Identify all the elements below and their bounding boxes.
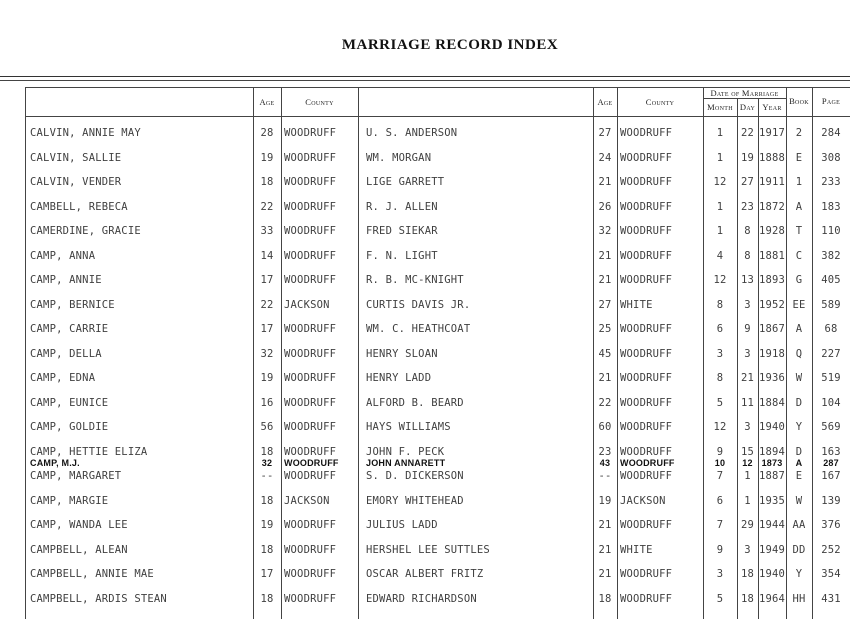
row-12-day: 3 <box>744 421 751 433</box>
row-17-page: 376 <box>821 519 841 531</box>
date-sub-rule <box>703 98 786 99</box>
row-3-county: WOODRUFF <box>284 200 337 213</box>
row-1-age: 19 <box>260 151 274 164</box>
row-8-age2: 25 <box>598 323 612 335</box>
row-0-county: WOODRUFF <box>284 127 337 139</box>
row-13-year: 1894 <box>758 445 786 458</box>
row-6-month: 12 <box>713 274 727 286</box>
row-20-county: WOODRUFF <box>284 592 337 605</box>
row-17-year: 1944 <box>758 519 786 531</box>
header-month: Month <box>707 102 733 112</box>
row-15-year: 1887 <box>758 470 786 482</box>
top-rule <box>0 76 850 77</box>
row-7-day: 3 <box>744 298 751 311</box>
row-5-book: C <box>795 249 803 262</box>
row-20-day: 18 <box>740 592 755 605</box>
row-7-spouse: CURTIS DAVIS JR. <box>366 298 471 311</box>
row-6-spouse: R. B. MC-KNIGHT <box>366 274 464 286</box>
row-17-county2: WOODRUFF <box>620 519 673 531</box>
row-8-book: A <box>795 323 803 335</box>
row-16-age: 18 <box>260 494 274 507</box>
row-3-spouse: R. J. ALLEN <box>366 200 438 213</box>
row-0-year: 1917 <box>758 127 786 139</box>
row-13-age: 18 <box>260 445 274 458</box>
row-14-month: 10 <box>714 457 726 468</box>
row-17-county: WOODRUFF <box>284 519 337 531</box>
row-9-day: 3 <box>744 347 751 360</box>
row-15-age2: -- <box>598 470 612 482</box>
row-4-county: WOODRUFF <box>284 225 337 237</box>
row-7-month: 8 <box>716 298 724 311</box>
row-4-month: 1 <box>716 225 724 237</box>
row-1-month: 1 <box>716 151 724 164</box>
row-1-year: 1888 <box>758 151 786 164</box>
row-1-page: 308 <box>821 151 841 164</box>
row-16-spouse: EMORY WHITEHEAD <box>366 494 464 507</box>
row-4-age: 33 <box>260 225 274 237</box>
row-8-name: CAMP, CARRIE <box>30 323 109 335</box>
row-12-name: CAMP, GOLDIE <box>30 421 109 433</box>
top-rule-2 <box>0 80 850 81</box>
row-4-year: 1928 <box>758 225 786 237</box>
row-7-county2: WHITE <box>620 298 653 311</box>
row-6-county: WOODRUFF <box>284 274 337 286</box>
row-10-county2: WOODRUFF <box>620 372 673 384</box>
row-0-age2: 27 <box>598 127 612 139</box>
row-6-name: CAMP, ANNIE <box>30 274 102 286</box>
row-1-county2: WOODRUFF <box>620 151 673 164</box>
row-16-page: 139 <box>821 494 841 507</box>
row-2-day: 27 <box>740 176 755 188</box>
row-9-name: CAMP, DELLA <box>30 347 102 360</box>
row-18-month: 9 <box>716 543 724 556</box>
row-2-book: 1 <box>795 176 803 188</box>
row-10-book: W <box>795 372 803 384</box>
header-age-spouse: Age <box>597 97 613 107</box>
row-13-book: D <box>795 445 803 458</box>
row-11-book: D <box>795 396 803 409</box>
row-20-age2: 18 <box>598 592 612 605</box>
row-10-year: 1936 <box>758 372 786 384</box>
row-18-spouse: HERSHEL LEE SUTTLES <box>366 543 490 556</box>
row-20-page: 431 <box>821 592 841 605</box>
row-6-book: G <box>795 274 803 286</box>
row-3-age: 22 <box>260 200 274 213</box>
row-1-book: E <box>795 151 803 164</box>
row-10-name: CAMP, EDNA <box>30 372 96 384</box>
row-10-day: 21 <box>740 372 755 384</box>
row-9-county2: WOODRUFF <box>620 347 673 360</box>
row-12-age: 56 <box>260 421 274 433</box>
row-6-age2: 21 <box>598 274 612 286</box>
row-16-month: 6 <box>716 494 724 507</box>
row-7-page: 589 <box>821 298 841 311</box>
row-1-spouse: WM. MORGAN <box>366 151 432 164</box>
row-16-county: JACKSON <box>284 494 330 507</box>
row-13-spouse: JOHN F. PECK <box>366 445 445 458</box>
row-14-year: 1873 <box>761 457 783 468</box>
row-19-day: 18 <box>740 568 755 580</box>
row-10-county: WOODRUFF <box>284 372 337 384</box>
row-18-book: DD <box>792 543 806 556</box>
row-3-age2: 26 <box>598 200 612 213</box>
row-9-age: 32 <box>260 347 274 360</box>
row-11-day: 11 <box>740 396 755 409</box>
row-0-spouse: U. S. ANDERSON <box>366 127 458 139</box>
col-sep-county <box>281 87 282 619</box>
row-10-page: 519 <box>821 372 841 384</box>
row-2-page: 233 <box>821 176 841 188</box>
row-2-age2: 21 <box>598 176 612 188</box>
row-19-county2: WOODRUFF <box>620 568 673 580</box>
row-4-name: CAMERDINE, GRACIE <box>30 225 141 237</box>
row-3-name: CAMBELL, REBECA <box>30 200 128 213</box>
row-18-age2: 21 <box>598 543 612 556</box>
row-14-day: 12 <box>742 457 753 468</box>
row-15-day: 1 <box>744 470 751 482</box>
row-3-page: 183 <box>821 200 841 213</box>
row-19-spouse: OSCAR ALBERT FRITZ <box>366 568 484 580</box>
row-6-age: 17 <box>260 274 274 286</box>
row-14-age: 32 <box>261 457 273 468</box>
row-2-age: 18 <box>260 176 274 188</box>
row-8-month: 6 <box>716 323 724 335</box>
row-5-month: 4 <box>716 249 724 262</box>
row-3-month: 1 <box>716 200 724 213</box>
row-19-age2: 21 <box>598 568 612 580</box>
row-3-year: 1872 <box>758 200 786 213</box>
row-5-age: 14 <box>260 249 274 262</box>
row-18-county: WOODRUFF <box>284 543 337 556</box>
row-9-spouse: HENRY SLOAN <box>366 347 438 360</box>
row-1-county: WOODRUFF <box>284 151 337 164</box>
row-19-county: WOODRUFF <box>284 568 337 580</box>
row-15-age: -- <box>260 470 274 482</box>
row-13-month: 9 <box>716 445 724 458</box>
row-12-book: Y <box>795 421 803 433</box>
row-14-name: CAMP, M.J. <box>30 457 80 468</box>
row-20-book: HH <box>792 592 806 605</box>
row-14-county: WOODRUFF <box>284 457 339 468</box>
row-13-county: WOODRUFF <box>284 445 337 458</box>
row-12-page: 569 <box>821 421 841 433</box>
row-4-book: T <box>795 225 803 237</box>
row-0-book: 2 <box>795 127 803 139</box>
row-2-county: WOODRUFF <box>284 176 337 188</box>
row-5-county: WOODRUFF <box>284 249 337 262</box>
row-14-county2: WOODRUFF <box>620 457 675 468</box>
row-18-page: 252 <box>821 543 841 556</box>
row-6-county2: WOODRUFF <box>620 274 673 286</box>
row-12-county2: WOODRUFF <box>620 421 673 433</box>
row-0-page: 284 <box>821 127 841 139</box>
row-11-page: 104 <box>821 396 841 409</box>
row-8-page: 68 <box>824 323 838 335</box>
row-7-age2: 27 <box>598 298 612 311</box>
row-9-county: WOODRUFF <box>284 347 337 360</box>
row-14-spouse: JOHN ANNARETT <box>366 457 446 468</box>
row-7-county: JACKSON <box>284 298 330 311</box>
row-4-page: 110 <box>821 225 841 237</box>
row-11-name: CAMP, EUNICE <box>30 396 109 409</box>
row-10-age2: 21 <box>598 372 612 384</box>
row-20-year: 1964 <box>758 592 786 605</box>
row-6-year: 1893 <box>758 274 786 286</box>
row-13-day: 15 <box>740 445 755 458</box>
row-16-county2: JACKSON <box>620 494 666 507</box>
row-11-age2: 22 <box>598 396 612 409</box>
row-0-age: 28 <box>260 127 274 139</box>
row-14-book: A <box>795 457 803 468</box>
row-18-day: 3 <box>744 543 751 556</box>
header-page: Page <box>821 96 841 106</box>
row-17-name: CAMP, WANDA LEE <box>30 519 128 531</box>
row-17-day: 29 <box>740 519 755 531</box>
header-county-spouse: County <box>645 97 675 107</box>
row-13-age2: 23 <box>598 445 612 458</box>
row-18-county2: WHITE <box>620 543 653 556</box>
row-12-age2: 60 <box>598 421 612 433</box>
row-13-county2: WOODRUFF <box>620 445 673 458</box>
row-11-month: 5 <box>716 396 724 409</box>
row-0-name: CALVIN, ANNIE MAY <box>30 127 141 139</box>
row-12-spouse: HAYS WILLIAMS <box>366 421 451 433</box>
row-5-spouse: F. N. LIGHT <box>366 249 438 262</box>
row-17-spouse: JULIUS LADD <box>366 519 438 531</box>
row-3-county2: WOODRUFF <box>620 200 673 213</box>
row-16-name: CAMP, MARGIE <box>30 494 109 507</box>
header-year: Year <box>762 102 782 112</box>
row-11-spouse: ALFORD B. BEARD <box>366 396 464 409</box>
row-9-book: Q <box>795 347 803 360</box>
row-14-page: 287 <box>823 457 839 468</box>
header-date-of-marriage: Date of Marriage <box>710 88 779 98</box>
row-15-page: 167 <box>821 470 841 482</box>
row-15-spouse: S. D. DICKERSON <box>366 470 464 482</box>
row-9-age2: 45 <box>598 347 612 360</box>
row-13-page: 163 <box>821 445 841 458</box>
row-17-age2: 21 <box>598 519 612 531</box>
row-3-day: 23 <box>740 200 755 213</box>
row-10-age: 19 <box>260 372 274 384</box>
page-title: MARRIAGE RECORD INDEX <box>341 37 559 53</box>
row-5-page: 382 <box>821 249 841 262</box>
row-19-age: 17 <box>260 568 274 580</box>
row-8-county2: WOODRUFF <box>620 323 673 335</box>
header-bottom-rule <box>25 116 850 117</box>
row-20-spouse: EDWARD RICHARDSON <box>366 592 477 605</box>
row-0-county2: WOODRUFF <box>620 127 673 139</box>
row-5-day: 8 <box>744 249 751 262</box>
row-1-name: CALVIN, SALLIE <box>30 151 122 164</box>
row-5-name: CAMP, ANNA <box>30 249 96 262</box>
header-book: Book <box>789 96 809 106</box>
row-19-book: Y <box>795 568 803 580</box>
row-16-book: W <box>795 494 803 507</box>
row-11-age: 16 <box>260 396 274 409</box>
row-7-year: 1952 <box>758 298 786 311</box>
row-8-day: 9 <box>744 323 751 335</box>
row-9-month: 3 <box>716 347 724 360</box>
row-15-month: 7 <box>716 470 724 482</box>
row-6-page: 405 <box>821 274 841 286</box>
row-6-day: 13 <box>740 274 755 286</box>
row-19-month: 3 <box>716 568 724 580</box>
row-1-age2: 24 <box>598 151 612 164</box>
row-19-page: 354 <box>821 568 841 580</box>
row-11-county: WOODRUFF <box>284 396 337 409</box>
row-20-name: CAMPBELL, ARDIS STEAN <box>30 592 167 605</box>
row-10-month: 8 <box>716 372 724 384</box>
row-0-day: 22 <box>740 127 755 139</box>
col-sep-county2 <box>617 87 618 619</box>
row-5-county2: WOODRUFF <box>620 249 673 262</box>
row-0-month: 1 <box>716 127 724 139</box>
row-1-day: 19 <box>740 151 755 164</box>
row-18-year: 1949 <box>758 543 786 556</box>
col-sep-spouse <box>358 87 359 619</box>
row-10-spouse: HENRY LADD <box>366 372 432 384</box>
row-2-county2: WOODRUFF <box>620 176 673 188</box>
row-5-year: 1881 <box>758 249 786 262</box>
row-20-age: 18 <box>260 592 274 605</box>
row-15-name: CAMP, MARGARET <box>30 470 122 482</box>
row-17-age: 19 <box>260 519 274 531</box>
row-16-day: 1 <box>744 494 751 507</box>
row-20-county2: WOODRUFF <box>620 592 673 605</box>
row-11-county2: WOODRUFF <box>620 396 673 409</box>
row-4-day: 8 <box>744 225 751 237</box>
row-15-county: WOODRUFF <box>284 470 337 482</box>
row-12-county: WOODRUFF <box>284 421 337 433</box>
row-9-year: 1918 <box>758 347 786 360</box>
row-13-name: CAMP, HETTIE ELIZA <box>30 445 148 458</box>
row-2-spouse: LIGE GARRETT <box>366 176 445 188</box>
row-7-name: CAMP, BERNICE <box>30 298 115 311</box>
row-15-book: E <box>795 470 803 482</box>
row-18-name: CAMPBELL, ALEAN <box>30 543 128 556</box>
row-17-book: AA <box>792 519 806 531</box>
row-8-year: 1867 <box>758 323 786 335</box>
row-14-age2: 43 <box>599 457 611 468</box>
row-2-name: CALVIN, VENDER <box>30 176 122 188</box>
row-4-county2: WOODRUFF <box>620 225 673 237</box>
row-18-age: 18 <box>260 543 274 556</box>
row-12-month: 12 <box>713 421 727 433</box>
row-8-county: WOODRUFF <box>284 323 337 335</box>
row-19-name: CAMPBELL, ANNIE MAE <box>30 568 154 580</box>
row-3-book: A <box>795 200 803 213</box>
row-5-age2: 21 <box>598 249 612 262</box>
row-7-age: 22 <box>260 298 274 311</box>
row-19-year: 1940 <box>758 568 786 580</box>
row-9-page: 227 <box>821 347 841 360</box>
row-12-year: 1940 <box>758 421 786 433</box>
row-2-month: 12 <box>713 176 727 188</box>
header-county: County <box>305 97 334 107</box>
row-20-month: 5 <box>716 592 724 605</box>
row-17-month: 7 <box>716 519 724 531</box>
row-4-spouse: FRED SIEKAR <box>366 225 438 237</box>
row-4-age2: 32 <box>598 225 612 237</box>
row-8-spouse: WM. C. HEATHCOAT <box>366 323 471 335</box>
row-8-age: 17 <box>260 323 274 335</box>
header-age: Age <box>259 97 275 107</box>
row-2-year: 1911 <box>758 176 786 188</box>
row-16-year: 1935 <box>758 494 786 507</box>
col-sep-name <box>25 87 26 619</box>
row-15-county2: WOODRUFF <box>620 470 673 482</box>
header-day: Day <box>739 102 756 112</box>
row-11-year: 1884 <box>758 396 786 409</box>
row-7-book: EE <box>792 298 806 311</box>
row-16-age2: 19 <box>598 494 612 507</box>
